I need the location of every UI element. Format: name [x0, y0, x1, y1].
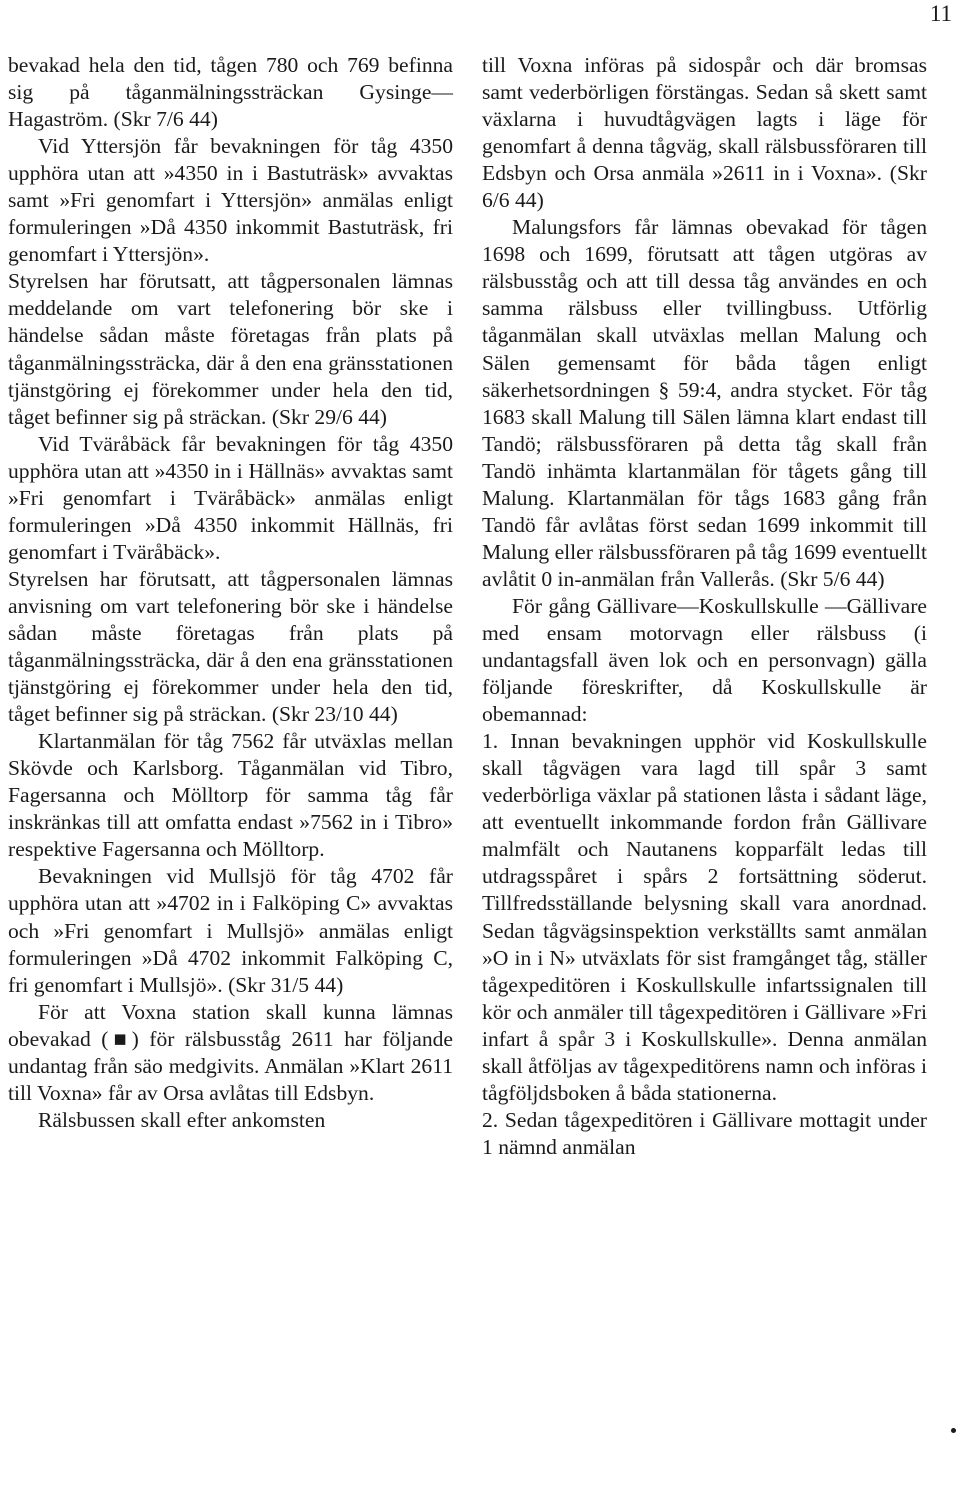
paragraph: Vid Yttersjön får bevakningen för tåg 4350 upphöra utan att »4350 in i Bastuträsk» avvaktas samt »Fri genomfart i Yttersjön» anmälas enligt formuleringen »Då 4350 inkommit Bastuträsk, fri genomfart i Yttersjön».: [8, 134, 453, 267]
paragraph: Styrelsen har förutsatt, att tågpersonalen lämnas anvisning om vart telefonering bör ske i händelse sådan måste företagas från plats på tåganmälningssträcka, där å den ena gränsstationen tjänstgöring ej förekommer under hela den tid, tåget befinner sig på sträckan. (Skr 23/10 44): [8, 566, 453, 727]
paragraph: Malungsfors får lämnas obevakad för tågen 1698 och 1699, förutsatt att tågen utgöras av rälsbusståg och att till dessa tåg användes en och samma rälsbuss eller tvillingbuss. Utförlig tåganmälan skall utväxlas mellan Malung och Sälen gemensamt för båda tågen enligt säkerhetsordningen § 59:4, andra stycket. För tåg 1683 skall Malung till Sälen lämna klart endast till Tandö; rälsbussföraren på detta tåg skall från Tandö inhämta klartanmälan för tågets gång till Malung. Klartanmälan för tågs 1683 gång från Tandö får avlåtas först sedan 1699 inkommit till Malung eller rälsbussföraren på tåg 1699 eventuellt avlåtit 0 in-anmälan från Vallerås. (Skr 5/6 44): [482, 215, 927, 591]
paragraph: Bevakningen vid Mullsjö för tåg 4702 får upphöra utan att »4702 in i Falköping C» avvaktas och »Fri genomfart i Mullsjö» anmälas enligt formuleringen »Då 4702 inkommit Falköping C, fri genomfart i Mullsjö». (Skr 31/5 44): [8, 864, 453, 997]
paragraph: bevakad hela den tid, tågen 780 och 769 befinna sig på tåganmälningssträckan Gysinge—Hagaström. (Skr 7/6 44): [8, 53, 453, 132]
left-column: [8, 52, 453, 1134]
paragraph: För att Voxna station skall kunna lämnas obevakad (■) för rälsbusståg 2611 har följande undantag från säo medgivits. Anmälan »Klart 2611 till Voxna» får av Orsa avlåtas till Edsbyn.: [8, 999, 453, 1105]
paragraph: Klartanmälan för tåg 7562 får utväxlas mellan Skövde och Karlsborg. Tåganmälan vid Tibro, Fagersanna och Mölltorp för samma tåg får inskränkas till att omfatta endast »7562 in i Tibro» respektive Fagersanna och Mölltorp.: [8, 729, 453, 862]
page-number: 11: [929, 1, 952, 26]
paragraph: För gång Gällivare—Koskullskulle —Gällivare med ensam motorvagn eller rälsbuss (i undantagsfall även lok och en personvagn) gälla följande föreskrifter, då Koskullskulle är obemannad:: [482, 593, 927, 727]
paragraph: 2. Sedan tågexpeditören i Gällivare mottagit under 1 nämnd anmälan: [482, 1107, 927, 1159]
right-column: [482, 52, 927, 1161]
paragraph: Rälsbussen skall efter ankomsten: [38, 1107, 326, 1132]
paragraph: 1. Innan bevakningen upphör vid Koskullskulle skall tågvägen vara lagd till spår 3 samt vederbörliga växlar på stationen låsta i sådant läge, att eventuellt inkommande fordon från Gällivare malmfält och Nautanens kopparfält ledas till utdragsspåret i spårs 2 fortsättning söderut. Tillfredsställande belysning skall vara anordnad. Sedan tågvägsinspektion verkställts samt anmälan »O in i N» utväxlats för sist framgånget tåg, ställer tågexpeditören i Koskullskulle infartssignalen till kör och anmäler till tågexpeditören i Gällivare »Fri infart å spår 3 i Koskullskulle». Denna anmälan skall åtföljas av tågexpeditörens namn och införas i tågföljdsboken å båda stationerna.: [482, 729, 927, 1105]
margin-dot: [951, 1428, 956, 1433]
paragraph: Styrelsen har förutsatt, att tågpersonalen lämnas meddelande om vart telefonering bör ske i händelse sådan måste företagas från plats på tåganmälningssträcka, där å den ena gränsstationen tjänstgöring ej förekommer under hela den tid, tåget befinner sig på sträckan. (Skr 29/6 44): [8, 269, 453, 429]
paragraph: till Voxna införas på sidospår och där bromsas samt vederbörligen förstängas. Sedan så skett samt växlarna i huvudtågvägen lagts i läge för genomfart å denna tågväg, skall rälsbussföraren till Edsbyn och Orsa anmäla »2611 in i Voxna». (Skr 6/6 44): [482, 53, 927, 213]
paragraph: Vid Tväråbäck får bevakningen för tåg 4350 upphöra utan att »4350 in i Hällnäs» avvaktas samt »Fri genomfart i Tväråbäck» anmälas enligt formuleringen »Då 4350 inkommit Hällnäs, fri genomfart i Tväråbäck».: [8, 431, 453, 564]
